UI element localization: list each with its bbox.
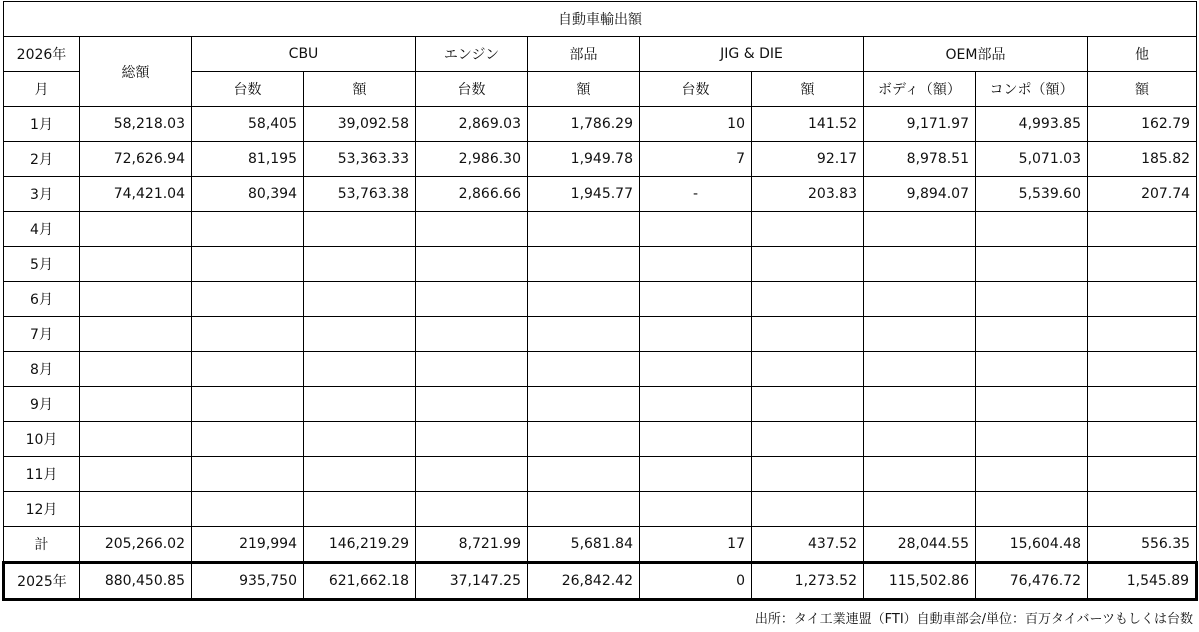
table-row (4, 387, 1197, 422)
cell-jig-units (640, 352, 752, 387)
cell-jig-units (640, 282, 752, 317)
cell-oem-compo (976, 352, 1088, 387)
cell-jig-amount (752, 457, 864, 492)
cell-total (80, 457, 192, 492)
row-label: 4月 (4, 212, 80, 247)
cell-jig-units (640, 212, 752, 247)
cell-oem-body (864, 317, 976, 352)
row-label: 計 (4, 527, 80, 563)
cell-jig-units: 0 (640, 563, 752, 600)
cell-oem-compo (976, 282, 1088, 317)
cell-other-amount (1088, 317, 1197, 352)
row-label: 3月 (4, 177, 80, 212)
cell-cbu-units (192, 492, 304, 527)
month-header: 月 (4, 72, 80, 107)
cell-parts-amount (528, 212, 640, 247)
cell-total: 74,421.04 (80, 177, 192, 212)
cell-cbu-units (192, 457, 304, 492)
cell-jig-amount (752, 317, 864, 352)
cell-jig-units (640, 422, 752, 457)
cell-jig-amount: 92.17 (752, 142, 864, 177)
cell-total (80, 212, 192, 247)
cell-cbu-units (192, 422, 304, 457)
cell-total (80, 352, 192, 387)
cell-total (80, 247, 192, 282)
table-row (4, 177, 1197, 212)
cell-cbu-amount (304, 247, 416, 282)
cell-cbu-units (192, 212, 304, 247)
cell-oem-body (864, 422, 976, 457)
cell-other-amount (1088, 422, 1197, 457)
cell-cbu-units: 58,405 (192, 107, 304, 142)
cell-other-amount: 162.79 (1088, 107, 1197, 142)
cell-engine-units (416, 387, 528, 422)
cell-jig-amount (752, 422, 864, 457)
engine-units-header: 台数 (416, 72, 528, 107)
cell-other-amount (1088, 352, 1197, 387)
cell-total (80, 422, 192, 457)
cell-jig-units (640, 387, 752, 422)
cell-jig-units: 7 (640, 142, 752, 177)
cell-engine-units: 8,721.99 (416, 527, 528, 563)
cell-oem-compo (976, 212, 1088, 247)
cell-oem-compo: 76,476.72 (976, 563, 1088, 600)
cell-parts-amount (528, 317, 640, 352)
cell-parts-amount: 1,949.78 (528, 142, 640, 177)
cell-engine-units (416, 492, 528, 527)
oem-parts-header: OEM部品 (864, 37, 1088, 72)
cell-jig-amount: 437.52 (752, 527, 864, 563)
cell-oem-body: 8,978.51 (864, 142, 976, 177)
cell-total: 205,266.02 (80, 527, 192, 563)
cell-other-amount (1088, 247, 1197, 282)
cell-parts-amount: 5,681.84 (528, 527, 640, 563)
row-label: 8月 (4, 352, 80, 387)
cell-jig-amount: 203.83 (752, 177, 864, 212)
row-label: 10月 (4, 422, 80, 457)
cell-parts-amount (528, 247, 640, 282)
cell-other-amount: 185.82 (1088, 142, 1197, 177)
cell-other-amount (1088, 282, 1197, 317)
cell-cbu-units (192, 282, 304, 317)
jig-units-header: 台数 (640, 72, 752, 107)
cell-engine-units (416, 317, 528, 352)
table-row (4, 317, 1197, 352)
year-header: 2026年 (4, 37, 80, 72)
table-body (4, 107, 1197, 600)
cell-oem-compo (976, 422, 1088, 457)
cell-cbu-amount (304, 387, 416, 422)
row-label: 5月 (4, 247, 80, 282)
cell-cbu-units: 81,195 (192, 142, 304, 177)
table-row (4, 282, 1197, 317)
cell-other-amount (1088, 387, 1197, 422)
other-header: 他 (1088, 37, 1197, 72)
cell-cbu-amount (304, 352, 416, 387)
cell-engine-units: 2,869.03 (416, 107, 528, 142)
cell-cbu-amount: 53,763.38 (304, 177, 416, 212)
cell-engine-units (416, 247, 528, 282)
cell-cbu-amount: 621,662.18 (304, 563, 416, 600)
cell-parts-amount (528, 282, 640, 317)
cell-engine-units (416, 352, 528, 387)
cell-total (80, 317, 192, 352)
cbu-header: CBU (192, 37, 416, 72)
cell-oem-compo: 5,071.03 (976, 142, 1088, 177)
cell-cbu-units: 935,750 (192, 563, 304, 600)
cell-jig-amount (752, 247, 864, 282)
jig-amount-header: 額 (752, 72, 864, 107)
cell-jig-amount (752, 387, 864, 422)
cell-engine-units: 2,986.30 (416, 142, 528, 177)
cell-oem-compo: 4,993.85 (976, 107, 1088, 142)
table-row (4, 492, 1197, 527)
cell-cbu-amount: 53,363.33 (304, 142, 416, 177)
cell-cbu-amount (304, 317, 416, 352)
cell-total (80, 387, 192, 422)
cell-oem-body (864, 492, 976, 527)
export-table-container (2, 1, 1198, 601)
table-row (4, 107, 1197, 142)
table-row (4, 352, 1197, 387)
cell-other-amount (1088, 212, 1197, 247)
cell-jig-units (640, 492, 752, 527)
cell-cbu-amount (304, 422, 416, 457)
cell-parts-amount (528, 422, 640, 457)
cell-oem-compo: 5,539.60 (976, 177, 1088, 212)
cell-total: 58,218.03 (80, 107, 192, 142)
row-label: 12月 (4, 492, 80, 527)
cell-cbu-units (192, 317, 304, 352)
cell-oem-body: 115,502.86 (864, 563, 976, 600)
cell-cbu-amount (304, 212, 416, 247)
cell-cbu-units: 80,394 (192, 177, 304, 212)
cell-jig-amount (752, 352, 864, 387)
cell-parts-amount: 26,842.42 (528, 563, 640, 600)
auto-export-table (2, 1, 1198, 601)
table-row (4, 563, 1197, 600)
source-footnote: 出所：タイ工業連盟（FTI）自動車部会/単位：百万タイバーツもしくは台数 (754, 612, 1193, 627)
table-row (4, 142, 1197, 177)
oem-compo-header: コンポ（額） (976, 72, 1088, 107)
cell-parts-amount (528, 387, 640, 422)
cell-oem-body: 9,894.07 (864, 177, 976, 212)
cbu-amount-header: 額 (304, 72, 416, 107)
cell-other-amount: 556.35 (1088, 527, 1197, 563)
cell-jig-units (640, 317, 752, 352)
cell-other-amount: 1,545.89 (1088, 563, 1197, 600)
cell-oem-compo (976, 247, 1088, 282)
table-row (4, 457, 1197, 492)
cell-total: 880,450.85 (80, 563, 192, 600)
row-label: 9月 (4, 387, 80, 422)
table-row (4, 247, 1197, 282)
cell-oem-compo: 15,604.48 (976, 527, 1088, 563)
cbu-units-header: 台数 (192, 72, 304, 107)
cell-oem-body: 9,171.97 (864, 107, 976, 142)
cell-cbu-units (192, 387, 304, 422)
cell-jig-amount (752, 492, 864, 527)
table-row (4, 212, 1197, 247)
cell-oem-body (864, 247, 976, 282)
cell-jig-units: - (640, 177, 752, 212)
cell-other-amount: 207.74 (1088, 177, 1197, 212)
cell-total (80, 492, 192, 527)
parts-amount-header: 額 (528, 72, 640, 107)
cell-jig-units: 17 (640, 527, 752, 563)
cell-jig-amount: 1,273.52 (752, 563, 864, 600)
cell-oem-body (864, 387, 976, 422)
row-label: 2025年 (4, 563, 80, 600)
cell-jig-units (640, 247, 752, 282)
cell-other-amount (1088, 457, 1197, 492)
cell-cbu-amount: 146,219.29 (304, 527, 416, 563)
cell-oem-body (864, 352, 976, 387)
cell-oem-body (864, 212, 976, 247)
cell-total (80, 282, 192, 317)
cell-parts-amount (528, 352, 640, 387)
row-label: 2月 (4, 142, 80, 177)
cell-parts-amount: 1,786.29 (528, 107, 640, 142)
total-header: 総額 (80, 37, 192, 107)
cell-engine-units: 2,866.66 (416, 177, 528, 212)
table-row (4, 422, 1197, 457)
row-label: 11月 (4, 457, 80, 492)
cell-cbu-units (192, 247, 304, 282)
cell-parts-amount (528, 457, 640, 492)
oem-body-header: ボディ（額） (864, 72, 976, 107)
cell-cbu-amount (304, 282, 416, 317)
cell-oem-compo (976, 492, 1088, 527)
cell-jig-amount: 141.52 (752, 107, 864, 142)
cell-engine-units (416, 422, 528, 457)
cell-cbu-amount: 39,092.58 (304, 107, 416, 142)
cell-oem-body (864, 457, 976, 492)
cell-engine-units (416, 212, 528, 247)
table-title: 自動車輸出額 (4, 2, 1197, 37)
cell-cbu-units (192, 352, 304, 387)
engine-header: エンジン (416, 37, 528, 72)
cell-oem-body: 28,044.55 (864, 527, 976, 563)
cell-oem-compo (976, 457, 1088, 492)
cell-jig-units (640, 457, 752, 492)
row-label: 7月 (4, 317, 80, 352)
cell-jig-amount (752, 282, 864, 317)
cell-parts-amount (528, 492, 640, 527)
cell-engine-units (416, 282, 528, 317)
cell-oem-body (864, 282, 976, 317)
parts-header: 部品 (528, 37, 640, 72)
jig-die-header: JIG & DIE (640, 37, 864, 72)
cell-jig-amount (752, 212, 864, 247)
cell-oem-compo (976, 387, 1088, 422)
cell-cbu-units: 219,994 (192, 527, 304, 563)
cell-total: 72,626.94 (80, 142, 192, 177)
other-amount-header: 額 (1088, 72, 1197, 107)
table-row (4, 527, 1197, 563)
row-label: 1月 (4, 107, 80, 142)
cell-parts-amount: 1,945.77 (528, 177, 640, 212)
cell-other-amount (1088, 492, 1197, 527)
cell-cbu-amount (304, 492, 416, 527)
cell-cbu-amount (304, 457, 416, 492)
cell-engine-units: 37,147.25 (416, 563, 528, 600)
row-label: 6月 (4, 282, 80, 317)
cell-engine-units (416, 457, 528, 492)
cell-oem-compo (976, 317, 1088, 352)
cell-jig-units: 10 (640, 107, 752, 142)
